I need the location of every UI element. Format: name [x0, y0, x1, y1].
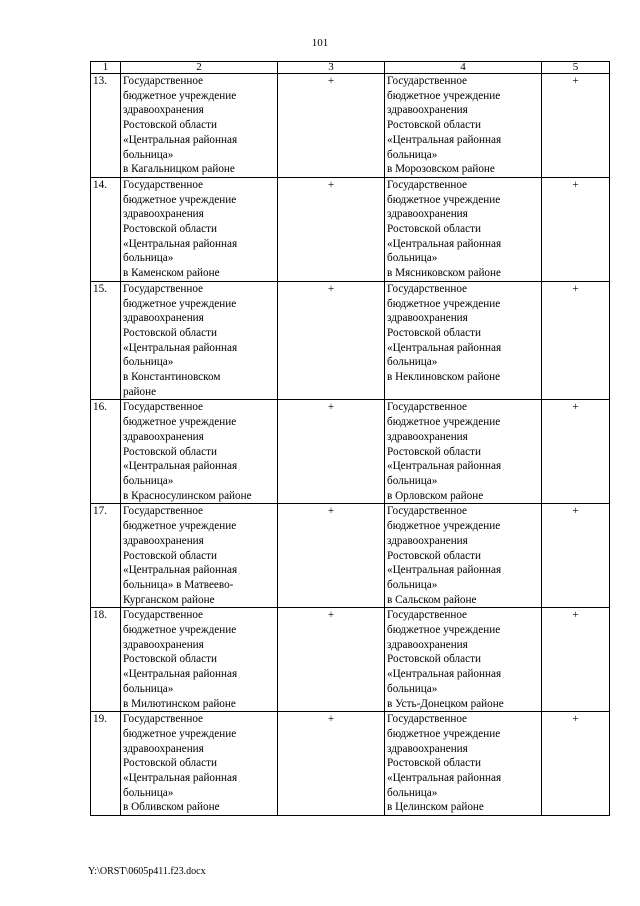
- text-line: в Милютинском районе: [123, 697, 236, 710]
- linked-institution-name: [385, 74, 542, 178]
- institution-name: [121, 177, 278, 281]
- page-number: 101: [311, 37, 329, 49]
- text-line: «Центральная районная: [123, 668, 238, 681]
- header-col-4: 4: [385, 62, 542, 74]
- text-line: Ростовской области: [123, 445, 217, 458]
- row-number: 18.: [91, 608, 121, 712]
- text-line: здравоохранения: [387, 534, 468, 547]
- text-line: здравоохранения: [387, 742, 468, 755]
- text-line: Ростовской области: [387, 326, 481, 339]
- text-line: «Центральная районная: [123, 341, 238, 354]
- institution-name: [121, 712, 278, 816]
- institution-name: [121, 608, 278, 712]
- header-col-2: 2: [121, 62, 278, 74]
- text-line: бюджетное учреждение: [387, 520, 501, 533]
- text-line: Государственное: [387, 505, 468, 518]
- text-line: Государственное: [123, 401, 204, 414]
- text-line: в Кагальницком районе: [123, 163, 235, 176]
- text-line: больница»: [387, 682, 438, 695]
- text-line: «Центральная районная: [387, 772, 502, 785]
- text-line: в Константиновском: [123, 371, 221, 384]
- text-line: Ростовской области: [387, 653, 481, 666]
- text-line: бюджетное учреждение: [123, 193, 237, 206]
- text-line: «Центральная районная: [387, 460, 502, 473]
- text-line: здравоохранения: [123, 534, 204, 547]
- text-line: здравоохранения: [123, 208, 204, 221]
- text-line: бюджетное учреждение: [123, 727, 237, 740]
- text-line: здравоохранения: [387, 208, 468, 221]
- institution-name: [121, 74, 278, 178]
- text-line: в Сальском районе: [387, 593, 477, 606]
- text-line: Ростовской области: [387, 549, 481, 562]
- text-line: бюджетное учреждение: [387, 416, 501, 429]
- text-line: Ростовской области: [123, 223, 217, 236]
- mark-col-3: +: [278, 74, 385, 178]
- text-line: Государственное: [387, 713, 468, 726]
- text-line: районе: [123, 385, 157, 398]
- mark-col-3: +: [278, 608, 385, 712]
- text-line: «Центральная районная: [123, 564, 238, 577]
- text-line: Государственное: [123, 282, 204, 295]
- text-line: здравоохранения: [123, 638, 204, 651]
- text-line: бюджетное учреждение: [123, 297, 237, 310]
- header-col-5: 5: [542, 62, 610, 74]
- linked-institution-name: [385, 177, 542, 281]
- text-line: здравоохранения: [123, 312, 204, 325]
- linked-institution-name: [385, 712, 542, 816]
- text-line: в Морозовском районе: [387, 163, 495, 176]
- text-line: в Каменском районе: [123, 267, 220, 280]
- text-line: в Целинском районе: [387, 801, 484, 814]
- text-line: Ростовской области: [387, 223, 481, 236]
- table-row: [91, 400, 610, 504]
- text-line: больница»: [123, 252, 174, 265]
- text-line: «Центральная районная: [387, 564, 502, 577]
- text-line: Ростовской области: [123, 653, 217, 666]
- text-line: «Центральная районная: [123, 460, 238, 473]
- text-line: Государственное: [123, 75, 204, 87]
- text-line: больница»: [123, 474, 174, 487]
- text-line: бюджетное учреждение: [123, 89, 237, 102]
- institution-name: [121, 400, 278, 504]
- header-col-3: 3: [278, 62, 385, 74]
- text-line: «Центральная районная: [123, 772, 238, 785]
- text-line: Государственное: [387, 178, 468, 191]
- table-row: [91, 74, 610, 178]
- text-line: больница»: [387, 578, 438, 591]
- text-line: Ростовской области: [387, 757, 481, 770]
- text-line: больница»: [387, 474, 438, 487]
- mark-col-3: +: [278, 281, 385, 400]
- text-line: здравоохранения: [387, 638, 468, 651]
- text-line: бюджетное учреждение: [123, 624, 237, 637]
- mark-col-5: +: [542, 712, 610, 816]
- text-line: «Центральная районная: [387, 668, 502, 681]
- table-row: [91, 281, 610, 400]
- text-line: Государственное: [123, 609, 204, 622]
- text-line: Ростовской области: [387, 119, 481, 132]
- institution-name: [121, 281, 278, 400]
- text-line: Государственное: [123, 505, 204, 518]
- text-line: бюджетное учреждение: [123, 520, 237, 533]
- row-number: 16.: [91, 400, 121, 504]
- text-line: в Обливском районе: [123, 801, 220, 814]
- text-line: Государственное: [387, 609, 468, 622]
- institutions-table: [90, 61, 610, 816]
- mark-col-3: +: [278, 504, 385, 608]
- linked-institution-name: [385, 608, 542, 712]
- mark-col-5: +: [542, 281, 610, 400]
- footer-file-path: Y:\ORST\0605p411.f23.docx: [88, 866, 206, 877]
- text-line: «Центральная районная: [387, 133, 502, 146]
- row-number: 17.: [91, 504, 121, 608]
- text-line: Государственное: [123, 713, 204, 726]
- table-header-row: [91, 62, 610, 74]
- institution-name: [121, 504, 278, 608]
- text-line: «Центральная районная: [387, 237, 502, 250]
- text-line: Ростовской области: [123, 549, 217, 562]
- header-col-1: 1: [91, 62, 121, 74]
- text-line: больница»: [387, 356, 438, 369]
- text-line: Ростовской области: [123, 326, 217, 339]
- text-line: больница» в Матвеево-: [123, 578, 234, 591]
- text-line: здравоохранения: [123, 104, 204, 117]
- linked-institution-name: [385, 504, 542, 608]
- table-row: [91, 712, 610, 816]
- text-line: здравоохранения: [387, 312, 468, 325]
- linked-institution-name: [385, 400, 542, 504]
- text-line: бюджетное учреждение: [387, 297, 501, 310]
- text-line: «Центральная районная: [387, 341, 502, 354]
- row-number: 19.: [91, 712, 121, 816]
- text-line: в Мясниковском районе: [387, 267, 501, 280]
- row-number: 13.: [91, 74, 121, 178]
- mark-col-5: +: [542, 400, 610, 504]
- linked-institution-name: [385, 281, 542, 400]
- text-line: больница»: [123, 682, 174, 695]
- mark-col-5: +: [542, 504, 610, 608]
- text-line: больница»: [387, 252, 438, 265]
- text-line: больница»: [123, 786, 174, 799]
- text-line: Государственное: [387, 282, 468, 295]
- mark-col-5: +: [542, 177, 610, 281]
- text-line: в Красносулинском районе: [123, 489, 252, 502]
- table-row: [91, 504, 610, 608]
- text-line: в Усть-Донецком районе: [387, 697, 504, 710]
- mark-col-3: +: [278, 712, 385, 816]
- row-number: 15.: [91, 281, 121, 400]
- mark-col-5: +: [542, 74, 610, 178]
- text-line: Ростовской области: [387, 445, 481, 458]
- text-line: больница»: [387, 148, 438, 161]
- table-body: [91, 74, 610, 816]
- text-line: «Центральная районная: [123, 237, 238, 250]
- text-line: бюджетное учреждение: [387, 193, 501, 206]
- text-line: бюджетное учреждение: [387, 89, 501, 102]
- text-line: Ростовской области: [123, 757, 217, 770]
- text-line: больница»: [123, 356, 174, 369]
- text-line: здравоохранения: [123, 742, 204, 755]
- text-line: «Центральная районная: [123, 133, 238, 146]
- mark-col-5: +: [542, 608, 610, 712]
- text-line: Государственное: [387, 401, 468, 414]
- mark-col-3: +: [278, 177, 385, 281]
- text-line: бюджетное учреждение: [387, 727, 501, 740]
- text-line: здравоохранения: [123, 430, 204, 443]
- text-line: бюджетное учреждение: [387, 624, 501, 637]
- table-row: [91, 177, 610, 281]
- mark-col-3: +: [278, 400, 385, 504]
- text-line: бюджетное учреждение: [123, 416, 237, 429]
- text-line: здравоохранения: [387, 104, 468, 117]
- text-line: Государственное: [123, 178, 204, 191]
- text-line: Ростовской области: [123, 119, 217, 132]
- text-line: в Орловском районе: [387, 489, 484, 502]
- text-line: в Неклиновском районе: [387, 371, 501, 384]
- text-line: больница»: [387, 786, 438, 799]
- text-line: Государственное: [387, 75, 468, 87]
- row-number: 14.: [91, 177, 121, 281]
- text-line: Курганском районе: [123, 593, 215, 606]
- text-line: здравоохранения: [387, 430, 468, 443]
- table-row: [91, 608, 610, 712]
- text-line: больница»: [123, 148, 174, 161]
